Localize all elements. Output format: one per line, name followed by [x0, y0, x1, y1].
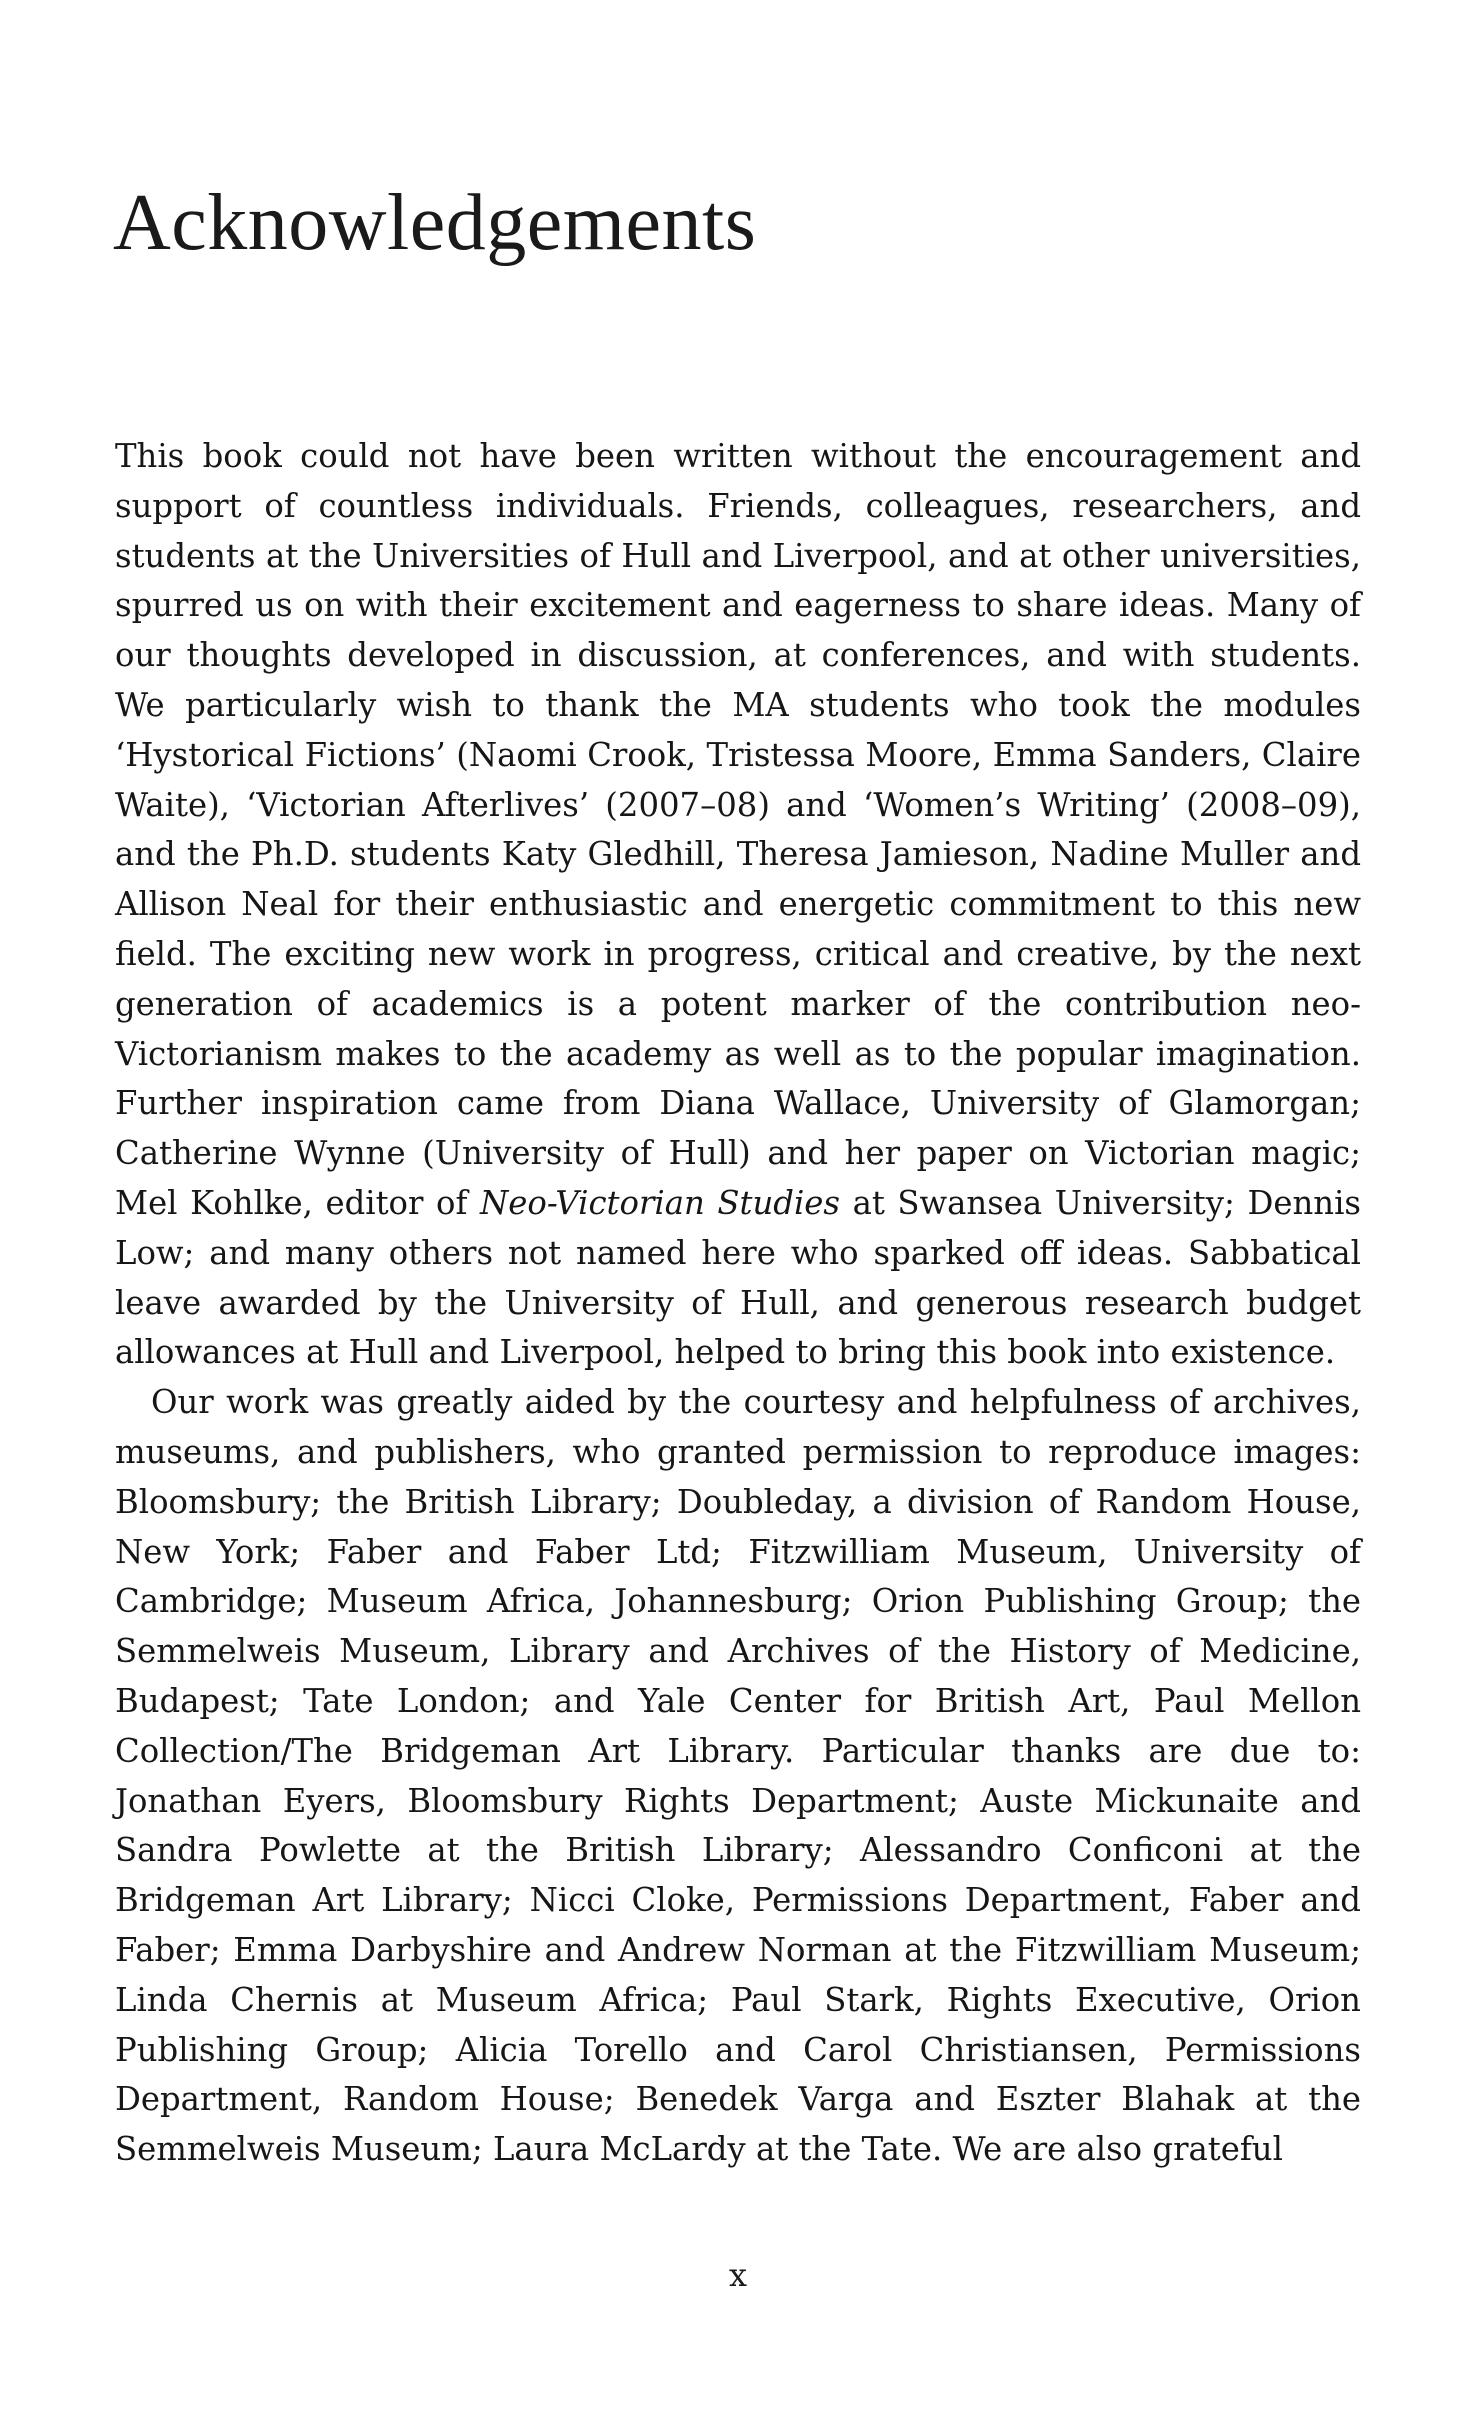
body-text — [115, 432, 1361, 2175]
paragraph-2: Our work was greatly aided by the courtesy and helpfulness of archives, museums, and publishers, who granted permission to reproduce images: Bloomsbury; the British Library; Doubleday, a division of Random House, New York; Faber and Faber Ltd; Fitzwilliam Museum, University of Cambridge; Museum Africa, Johannesburg; Orion Publishing Group; the Semmelweis Museum, Library and Archives of the History of Medicine, Budapest; Tate London; and Yale Center for British Art, Paul Mellon Collection/The Bridgeman Art Library. Particular thanks are due to: Jonathan Eyers, Bloomsbury Rights Department; Auste Mickunaite and Sandra Powlette at the British Library; Alessandro Conficoni at the Bridgeman Art Library; Nicci Cloke, Permissions Department, Faber and Faber; Emma Darbyshire and Andrew Norman at the Fitzwilliam Museum; Linda Chernis at Museum Africa; Paul Stark, Rights Executive, Orion Publishing Group; Alicia Torello and Carol Christiansen, Permissions Department, Random House; Benedek Varga and Eszter Blahak at the Semmelweis Museum; Laura McLardy at the Tate. We are also grateful — [115, 1383, 1361, 2169]
paragraph-1 — [115, 432, 1361, 1378]
journal-title-italic: Neo-Victorian Studies — [480, 1183, 840, 1222]
paragraph-1-text-end: at Swansea University; Dennis Low; and many others not named here who sparked off ideas. Sabbatical leave awarded by the University of Hull, and generous research budget allowances at Hull and Liverpool, helped to bring this book into existence. — [115, 1183, 1361, 1372]
page-title: Acknowledgements — [113, 179, 757, 267]
page-number: x — [728, 2256, 748, 2294]
paragraph-1-text-start: This book could not have been written without the encouragement and support of countless individuals. Friends, colleagues, researchers, and students at the Universities of Hull and Liverpool, and at other universities, spurred us on with their excitement and eagerness to share ideas. Many of our thoughts developed in discussion, at conferences, and with students. We particularly wish to thank the MA students who took the modules ‘Hystorical Fictions’ (Naomi Crook, Tristessa Moore, Emma Sanders, Claire Waite), ‘Victorian Afterlives’ (2007–08) and ‘Women’s Writing’ (2008–09), and the Ph.D. students Katy Gledhill, Theresa Jamieson, Nadine Muller and Allison Neal for their enthusiastic and energetic commitment to this new field. The exciting new work in progress, critical and creative, by the next generation of academics is a potent marker of the contribution neo-Victorianism makes to the academy as well as to the popular imagination. Further inspiration came from Diana Wallace, University of Glamorgan; Catherine Wynne (University of Hull) and her paper on Victorian magic; Mel Kohlke, editor of — [115, 437, 1361, 1222]
